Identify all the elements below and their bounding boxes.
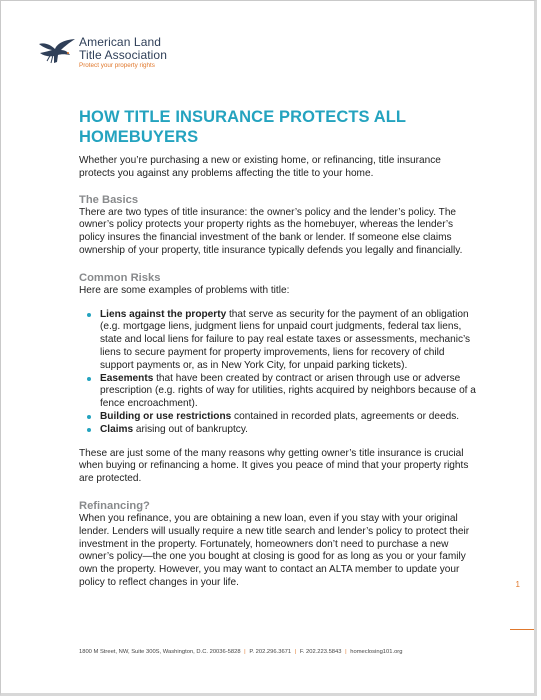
refinancing-paragraph: When you refinance, you are obtaining a new loan, even if you stay with your original lender. Lenders will usually require a new title search and lender’s policy to protect their investment in the property. Fortunately, homeowners don’t need to purchase a new owner’s policy—the one you bought at closing is good for as long as you or your family own the property. However, you may want to contact an ALTA member to update your policy to reflect changes in your life. <box>79 512 470 588</box>
document-body <box>79 155 479 590</box>
list-item-text: arising out of bankruptcy. <box>133 423 248 435</box>
footer-separator: | <box>345 649 347 655</box>
basics-paragraph: There are two types of title insurance: the owner’s policy and the lender’s policy. The owner’s policy protects your property rights as the homebuyer, whereas the lender’s policy insures the financial investment of the bank or lender. If someone else claims ownership of your property, title insurance typically defends you legally and financially. <box>79 206 463 256</box>
list-item <box>100 411 479 424</box>
list-item-text: that have been created by contract or arisen through use or adverse prescription (e.g. rights of way for utilities, rights acquired by neighbors because of a fence encroachment). <box>100 372 476 410</box>
page-footer <box>79 649 499 655</box>
list-item <box>100 373 479 411</box>
bullet-icon <box>87 313 91 317</box>
eagle-icon <box>37 36 77 66</box>
list-item-term: Easements <box>100 372 154 384</box>
footer-website-link[interactable]: homeclosing101.org <box>350 649 403 655</box>
list-item-term: Liens against the property <box>100 308 227 320</box>
bullet-icon <box>87 428 91 432</box>
page-number-rule <box>510 629 534 630</box>
logo-line-1: American Land <box>79 35 162 49</box>
intro-paragraph: Whether you’re purchasing a new or existing home, or refinancing, title insurance protects you against any problems affecting the title to your home. <box>79 155 441 179</box>
list-item-text: that serve as security for the payment of an obligation (e.g. mortgage liens, judgment liens for unpaid court judgments, federal tax liens, state and local liens for failure to pay real estate taxes or assessments, mechanic’s liens to secure payment for property improvements, liens for recovery of child support payments or, as in New York City, for unpaid parking tickets). <box>100 308 471 371</box>
section-heading-risks: Common Risks <box>79 271 161 284</box>
footer-separator: | <box>244 649 246 655</box>
logo-line-2: Title Association <box>79 48 167 62</box>
footer-separator: | <box>294 649 297 655</box>
section-heading-refinancing: Refinancing? <box>79 499 150 512</box>
alta-logo <box>37 36 167 69</box>
page-title: HOW TITLE INSURANCE PROTECTS ALL HOMEBUYERS <box>79 108 406 146</box>
logo-tagline: Protect your property rights <box>79 62 155 69</box>
page-number: 1 <box>515 580 520 589</box>
footer-phone: P. 202.296.3671 <box>249 649 292 655</box>
footer-address: 1800 M Street, NW, Suite 300S, Washington, D.C. 20036-5828 <box>79 649 241 655</box>
bullet-icon <box>87 377 91 381</box>
risks-list <box>79 309 479 437</box>
risks-lead: Here are some examples of problems with title: <box>79 284 290 296</box>
list-item <box>100 424 479 437</box>
section-heading-basics: The Basics <box>79 193 139 206</box>
logo-wordmark <box>79 36 167 69</box>
list-item <box>100 309 479 373</box>
bullet-icon <box>87 415 91 419</box>
list-item-term: Claims <box>100 423 134 435</box>
risks-closing-paragraph: These are just some of the many reasons why getting owner’s title insurance is crucial when buying or refinancing a home. It gives you peace of mind that your property rights are protected. <box>79 447 469 485</box>
list-item-text: contained in recorded plats, agreements or deeds. <box>231 410 460 422</box>
list-item-term: Building or use restrictions <box>100 410 232 422</box>
footer-fax: F. 202.223.5843 <box>299 649 342 655</box>
